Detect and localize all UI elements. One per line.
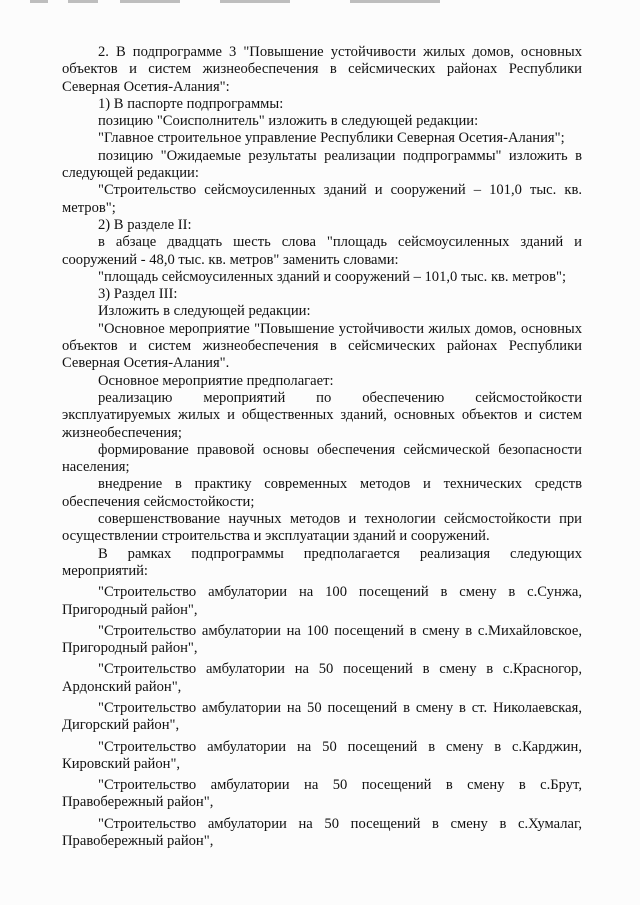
list-item-clinic-sunzha: "Строительство амбулатории на 100 посещений в смену в с.Сунжа, Пригородный район", (62, 584, 582, 618)
paragraph-main-activity-intro: Основное мероприятие предполагает: (98, 372, 334, 389)
paragraph-passport-item: 1) В паспорте подпрограммы: (98, 95, 284, 112)
paragraph-subprogram-3-heading: 2. В подпрограмме 3 "Повышение устойчивости жилых домов, основных объектов и систем жизнеобеспечения в сейсмических районах Республики Северная Осетия-Алания": (62, 44, 582, 95)
paragraph-results-text: "Строительство сейсмоусиленных зданий и сооружений – 101,0 тыс. кв. метров"; (62, 182, 582, 216)
paragraph-section-3-item: 3) Раздел III: (98, 286, 178, 303)
scan-artifact-top-edge (0, 0, 640, 6)
paragraph-activity-modern-methods: внедрение в практику современных методов и технических средств обеспечения сейсмостойкости; (62, 476, 582, 510)
list-item-clinic-nikolaevskaya: "Строительство амбулатории на 50 посещений в смену в ст. Николаевская, Дигорский район", (62, 699, 582, 734)
paragraph-state-as-follows: Изложить в следующей редакции: (98, 303, 311, 320)
paragraph-activity-seismic-resistance: реализацию мероприятий по обеспечению сейсмостойкости эксплуатируемых жилых и общественных зданий, основных объектов и систем жизнеобеспечения; (62, 389, 582, 441)
paragraph-activity-scientific-methods: совершенствование научных методов и технологии сейсмостойкости при осуществлении строительства и эксплуатации зданий и сооружений. (62, 511, 582, 545)
list-item-clinic-kardzhin: "Строительство амбулатории на 50 посещений в смену в с.Карджин, Кировский район", (62, 738, 582, 772)
list-item-clinic-mikhailovskoe: "Строительство амбулатории на 100 посещений в смену в с.Михайловское, Пригородный район", (62, 622, 582, 657)
list-item-clinic-khumalag: "Строительство амбулатории на 50 посещений в смену в с.Хумалаг, Правобережный район", (62, 815, 582, 850)
paragraph-section-2-item: 2) В разделе II: (98, 216, 192, 233)
list-item-clinic-krasnogor: "Строительство амбулатории на 50 посещений в смену в с.Красногор, Ардонский район", (62, 661, 582, 695)
paragraph-paragraph-26-change: в абзаце двадцать шесть слова "площадь сейсмоусиленных зданий и сооружений - 48,0 тыс. кв. метров" заменить словами: (62, 234, 582, 268)
document-page (62, 44, 582, 850)
paragraph-position-coexecutor: позицию "Соисполнитель" изложить в следующей редакции: (98, 113, 479, 130)
paragraph-replacement-text: "площадь сейсмоусиленных зданий и сооружений – 101,0 тыс. кв. метров"; (98, 268, 566, 285)
paragraph-subprogram-measures-intro: В рамках подпрограммы предполагается реализация следующих мероприятий: (62, 545, 582, 579)
paragraph-position-results: позицию "Ожидаемые результаты реализации подпрограммы" изложить в следующей редакции: (62, 147, 582, 182)
paragraph-main-activity-title: "Основное мероприятие "Повышение устойчивости жилых домов, основных объектов и систем жизнеобеспечения в сейсмических районах Республики Северная Осетия-Алания". (62, 320, 582, 372)
list-item-clinic-brut: "Строительство амбулатории на 50 посещений в смену в с.Брут, Правобережный район", (62, 777, 582, 811)
paragraph-activity-legal-basis: формирование правовой основы обеспечения сейсмической безопасности населения; (62, 441, 582, 476)
paragraph-coexecutor-text: "Главное строительное управление Республики Северная Осетия-Алания"; (98, 130, 565, 147)
